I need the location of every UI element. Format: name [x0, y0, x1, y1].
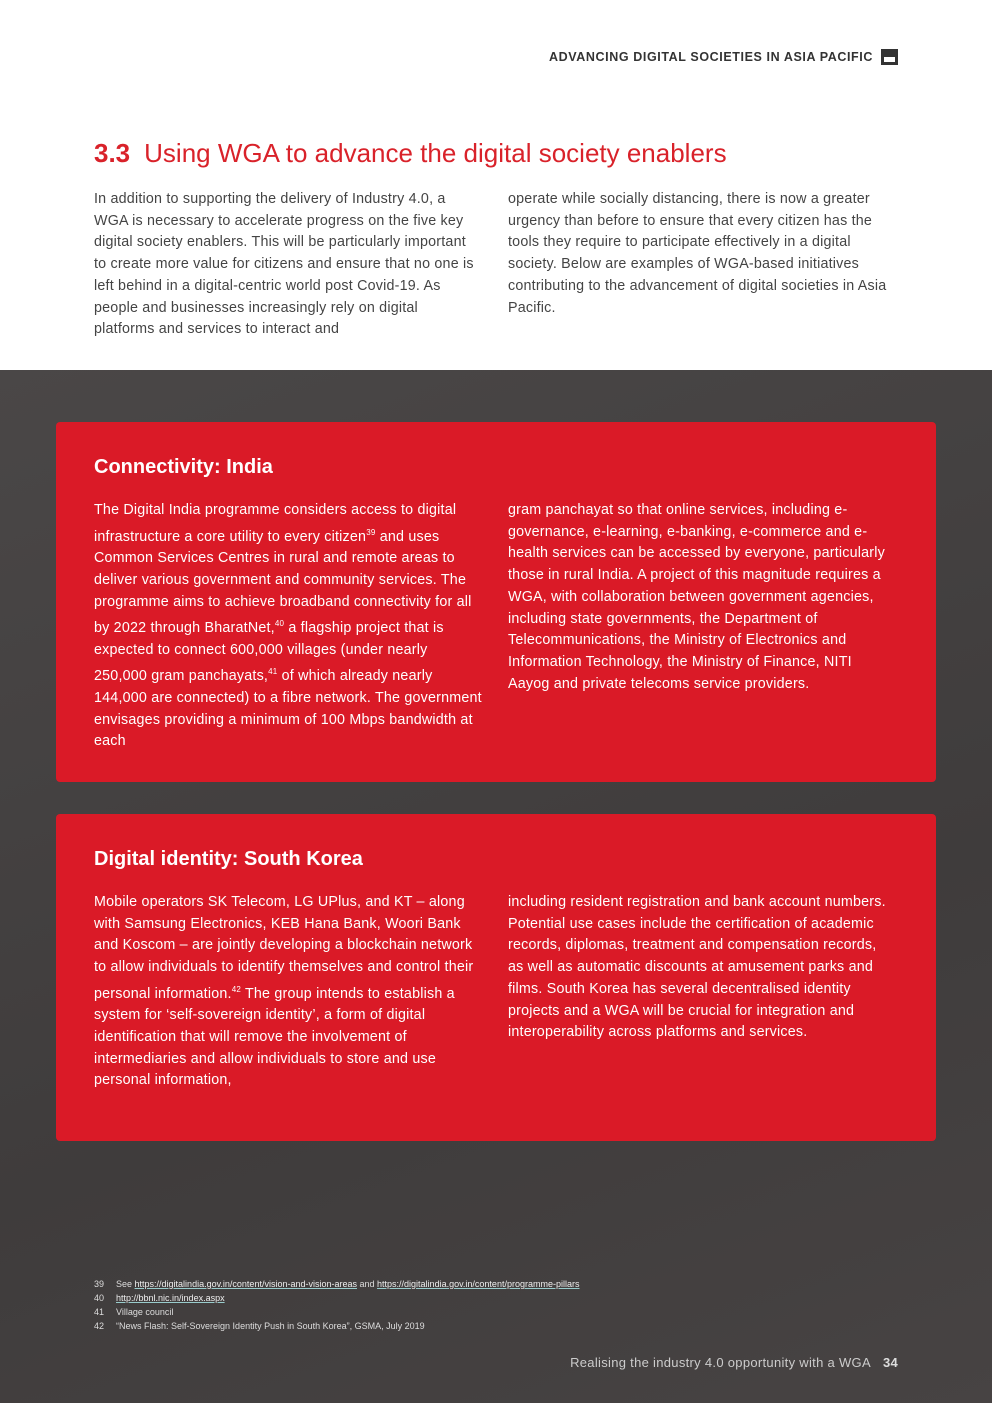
section-number: 3.3	[94, 138, 131, 168]
case-box-india	[56, 422, 936, 782]
footnote: 40 http://bbnl.nic.in/index.aspx	[94, 1293, 225, 1303]
box-col-1: The Digital India programme considers access to digital infrastructure a core utility to every citizen$^{39}$ and uses Common Services Centres in rural and remote areas to deliver various government and community services. The programme aims to achieve broadband connectivity for all by 2022 through BharatNet,$^{40}$ a flagship project that is expected to connect 600,000 villages (under nearly 250,000 gram panchayats,$^{41}$ of which already nearly 144,000 are connected) to a fibre network. The government envisages providing a minimum of 100 Mbps bandwidth at each	[94, 502, 482, 750]
box-title: Connectivity: India	[94, 456, 273, 478]
footnote: 39 See https://digitalindia.gov.in/content/vision-and-vision-areas and https://digitalindia.gov.in/content/programme-pillars	[94, 1279, 580, 1289]
footnote-link[interactable]: https://digitalindia.gov.in/content/vision-and-vision-areas	[134, 1279, 357, 1289]
box-title: Digital identity: South Korea	[94, 848, 363, 870]
box-col-2: including resident registration and bank account numbers. Potential use cases include the certification of academic records, diplomas, treatment and compensation records, as well as automatic discounts at amusement parks and films. South Korea has several decentralised identity projects and a WGA will be crucial for integration and interoperability across platforms and services.	[508, 894, 886, 1041]
section-title: Using WGA to advance the digital society enablers	[144, 138, 727, 168]
footnote: 42 “News Flash: Self-Sovereign Identity Push in South Korea”, GSMA, July 2019	[94, 1321, 425, 1331]
box-col-1: Mobile operators SK Telecom, LG UPlus, and KT – along with Samsung Electronics, KEB Hana Bank, Woori Bank and Koscom – are jointly developing a blockchain network to allow individuals to identify themselves and control their personal information.$^{42}$ The group intends to establish a system for ‘self-sovereign identity’, a form of digital identification that will remove the involvement of intermediaries and allow individuals to store and use personal information,	[94, 894, 474, 1089]
running-header	[549, 49, 898, 65]
section-heading	[94, 138, 727, 169]
case-box-korea	[56, 814, 936, 1141]
box-col-2: gram panchayat so that online services, including e-governance, e-learning, e-banking, e-commerce and e-health services can be accessed by everyone, particularly those in rural India. A project of this magnitude requires a WGA, with collaboration between government agencies, including state governments, the Department of Telecommunications, the Ministry of Electronics and Information Technology, the Ministry of Finance, NITI Aayog and private telecoms service providers.	[508, 502, 885, 692]
footer-text: Realising the industry 4.0 opportunity with a WGA	[570, 1355, 871, 1370]
intro-col-2: operate while socially distancing, there is now a greater urgency than before to ensure that every citizen has the tools they require to participate effectively in a digital society. Below are examples of WGA-based initiatives contributing to the advancement of digital societies in Asia Pacific.	[508, 191, 887, 316]
footnote-link[interactable]: https://digitalindia.gov.in/content/programme-pillars	[377, 1279, 580, 1289]
footnote-link[interactable]: http://bbnl.nic.in/index.aspx	[116, 1293, 225, 1303]
section-icon	[881, 49, 898, 65]
page-footer	[570, 1355, 898, 1370]
page-number: 34	[882, 1355, 898, 1370]
intro-text	[94, 189, 896, 341]
header-title: ADVANCING DIGITAL SOCIETIES IN ASIA PACIFIC	[549, 50, 873, 64]
intro-col-1: In addition to supporting the delivery of Industry 4.0, a WGA is necessary to accelerate progress on the five key digital society enablers. This will be particularly important to create more value for citizens and ensure that no one is left behind in a digital-centric world post Covid-19. As people and businesses increasingly rely on digital platforms and services to interact and	[94, 191, 474, 338]
footnote: 41 Village council	[94, 1307, 174, 1317]
footnotes	[94, 1277, 579, 1333]
